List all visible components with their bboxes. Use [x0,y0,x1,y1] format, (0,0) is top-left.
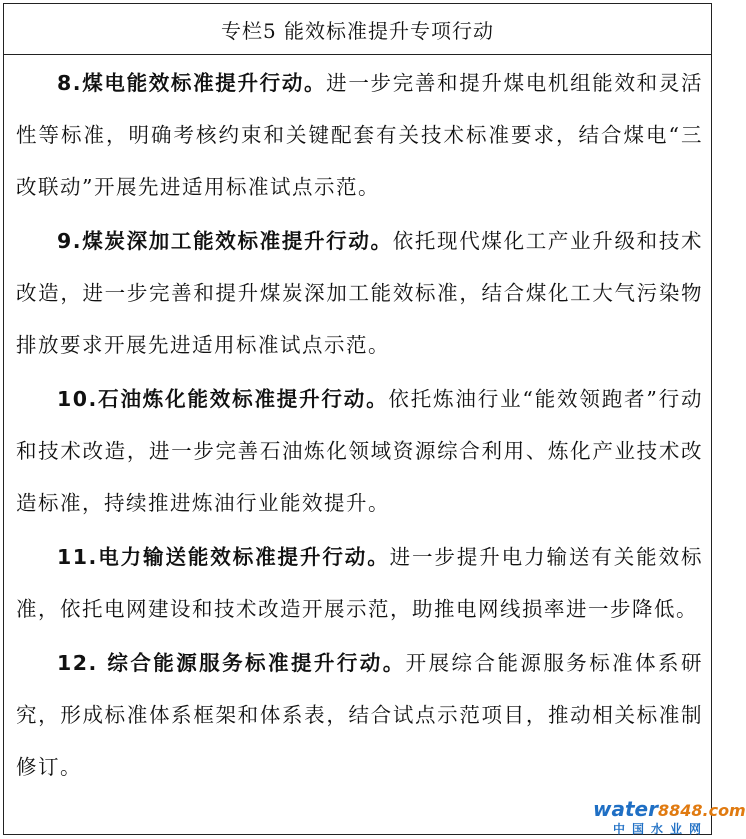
site-watermark-logo [593,797,746,837]
paragraph-heading: 8.煤电能效标准提升行动。 [57,71,327,95]
paragraph-power-transmission [16,531,703,635]
paragraph-heading: 9.煤炭深加工能效标准提升行动。 [57,229,393,253]
watermark-suffix: .com [702,801,746,820]
watermark-number: 8848 [657,801,703,820]
paragraph-text: 依托炼油行业“能效领跑者”行动和技术改造，进一步完善石油炼化领域资源综合利用、炼化产业技术改造标准，持续推进炼油行业能效提升。 [16,387,703,515]
watermark-word: water [593,797,658,821]
column-box [3,3,712,835]
paragraph-text: 开展综合能源服务标准体系研究，形成标准体系框架和体系表，结合试点示范项目，推动相关标准制修订。 [16,651,704,779]
paragraph-coal-deep-processing [16,215,703,371]
paragraph-heading: 12. 综合能源服务标准提升行动。 [57,651,406,675]
paragraph-oil-refining [16,373,703,529]
column-title: 专栏5 能效标准提升专项行动 [4,4,711,55]
paragraph-coal-power [16,57,703,213]
paragraph-text: 依托现代煤化工产业升级和技术改造，进一步完善和提升煤炭深加工能效标准，结合煤化工大气污染物排放要求开展先进适用标准试点示范。 [16,229,703,357]
paragraph-text: 进一步完善和提升煤电机组能效和灵活性等标准，明确考核约束和关键配套有关技术标准要求，结合煤电“三改联动”开展先进适用标准试点示范。 [16,71,703,199]
paragraph-integrated-energy [16,637,703,793]
paragraph-text: 进一步提升电力输送有关能效标准，依托电网建设和技术改造开展示范，助推电网线损率进一步降低。 [16,545,703,621]
paragraph-heading: 11.电力输送能效标准提升行动。 [57,545,390,569]
watermark-subtitle: 中国水业网 [613,822,709,836]
column-body [4,55,711,793]
paragraph-heading: 10.石油炼化能效标准提升行动。 [57,387,389,411]
watermark-wordmark [593,797,746,821]
